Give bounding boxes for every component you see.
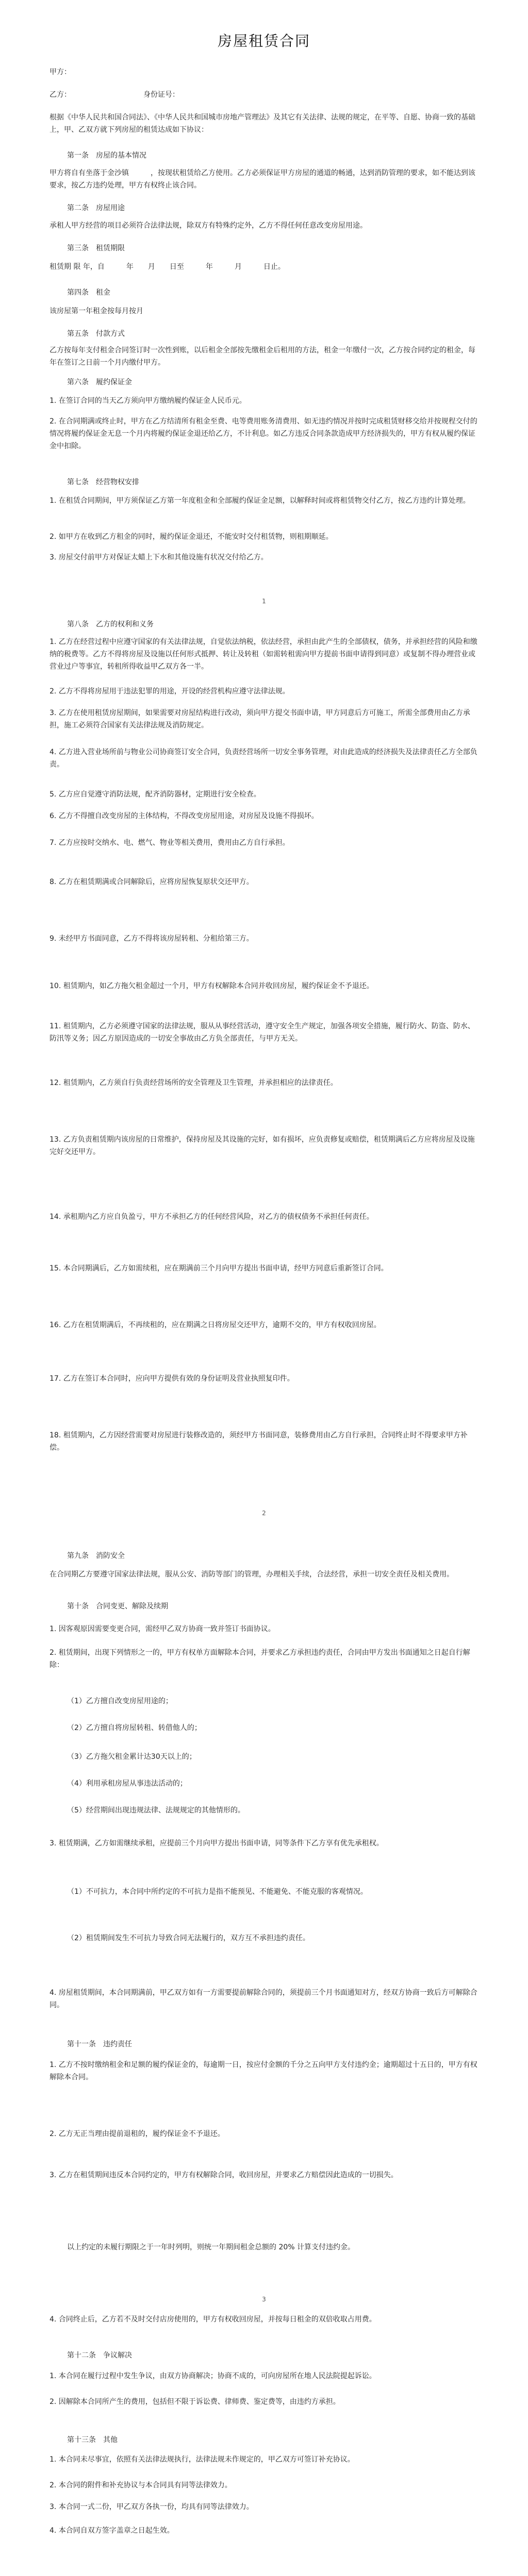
article-10-subitem: （5）经营期间出现违规法律、法规规定的其他情形的。	[67, 1806, 245, 1815]
article-10-subitem: （2）乙方擅自将房屋转租、转借他人的；	[67, 1724, 202, 1732]
article-11-tail: 以上约定的未履行期限之于一年时列明，则统一年期间租金总额的 20% 计算支付违约金。	[67, 2243, 355, 2251]
article-7-item: 1. 在租赁合同期间，甲方须保证乙方第一年度租金和全部履约保证金足额，以解释时间或将租赁物交付乙方，按乙方违约计算处理。	[50, 497, 470, 505]
article-8-item: 5. 乙方应自觉遵守消防法规，配齐消防器材，定期进行安全检查。	[50, 790, 261, 799]
article-1-body: 甲方将自有坐落于金沙镇 ，按现状租赁给乙方使用。乙方必须保证甲方房屋的通道的畅通，达到消防管理的要求，如不能达到该要求，按乙方违约处理，甲方有权终止该合同。	[50, 169, 475, 190]
article-8-item: 4. 乙方进入营业场所前与物业公司协商签订安全合同，负责经营场所一切安全事务管理，对由此造成的经济损失及法律责任乙方全部负责。	[50, 748, 477, 769]
article-8-item: 16. 乙方在租赁期满后，不再续租的，应在期满之日将房屋交还甲方，逾期不交的，甲方有权收回房屋。	[50, 1321, 381, 1329]
article-10-subitem: （4）利用承租房屋从事违法活动的；	[67, 1780, 187, 1788]
article-12-item: 2. 因解除本合同所产生的费用，包括但不限于诉讼费、律师费、鉴定费等，由违约方承担。	[50, 2398, 340, 2406]
article-8-item: 3. 乙方在使用租赁房屋期间，如果需要对房屋结构进行改动，须向甲方提交书面申请，甲方同意后方可施工，所需全部费用由乙方承担，施工必须符合国家有关法律法规及消防规定。	[50, 709, 470, 730]
article-10-item: 3. 租赁期满，乙方如需继续承租，应提前三个月向甲方提出书面申请，同等条件下乙方享有优先承租权。	[50, 1839, 384, 1848]
article-8-title: 第八条 乙方的权利和义务	[67, 620, 154, 629]
article-10-item: 1. 因客观原因需要变更合同，需经甲乙双方协商一致并签订书面协议。	[50, 1625, 275, 1633]
article-13-item: 1. 本合同未尽事宜，依照有关法律法规执行，法律法规未作规定的，甲乙双方可签订补充协议。	[50, 2455, 355, 2464]
article-7-item: 3. 房屋交付前甲方对保证太蜡上下水和其他设施有状况交付给乙方。	[50, 553, 268, 562]
article-8-item: 15. 本合同期满后，乙方如需续租，应在期满前三个月向甲方提出书面申请，经甲方同意后重新签订合同。	[50, 1264, 388, 1273]
article-7-item: 2. 如甲方在收到乙方租金的同时，履约保证金退还，不能安时交付租赁物，则租期顺延。	[50, 533, 333, 541]
article-8-item: 6. 乙方不得擅自改变房屋的主体结构，不得改变房屋用途，对房屋及设施不得损坏。	[50, 812, 319, 820]
article-3-body: 租赁期 限 年，自 年 月 日至 年 月 日止。	[50, 263, 285, 271]
article-10-item: 2. 租赁期间，出现下列情形之一的，甲方有权单方面解除本合同，并要求乙方承担违约责任，合同由甲方发出书面通知之日起自行解除：	[50, 1649, 470, 1669]
article-8-item: 9. 未经甲方书面同意，乙方不得将该房屋转租、分租给第三方。	[50, 935, 254, 943]
article-4-body: 该房屋第一年租金按每月按月	[50, 307, 143, 315]
preamble: 根据《中华人民共和国合同法》、《中华人民共和国城市房地产管理法》及其它有关法律、法规的规定，在平等、自愿、协商一致的基础上，甲、乙双方就下列房屋的租赁达成如下协议：	[50, 113, 475, 134]
article-8-item: 7. 乙方应按时交纳水、电、燃气、物业等相关费用，费用由乙方自行承担。	[50, 839, 290, 847]
article-8-item: 12. 租赁期内，乙方须自行负责经营场所的安全管理及卫生管理，并承担相应的法律责任。	[50, 1079, 338, 1087]
article-6-title: 第六条 履约保证金	[67, 378, 132, 386]
article-1-title: 第一条 房屋的基本情况	[67, 151, 146, 160]
article-13-item: 2. 本合同的附件和补充协议与本合同具有同等法律效力。	[50, 2481, 232, 2489]
article-8-item: 13. 乙方负责租赁期内该房屋的日常维护，保持房屋及其设施的完好，如有损坏，应负责修复或赔偿，租赁期满后乙方应将房屋及设施完好交还甲方。	[50, 1136, 475, 1156]
article-8-item: 14. 承租期内乙方应自负盈亏，甲方不承担乙方的任何经营风险，对乙方的债权债务不承担任何责任。	[50, 1213, 374, 1221]
article-5-body: 乙方按每年支付租金合同签订时一次性到账，以后租金全部按先缴租金后租用的方法，租金一年缴付一次，乙方按合同约定的租金，每年在签订之日前一个月内缴付甲方。	[50, 346, 475, 367]
article-13-item: 3. 本合同一式二份，甲乙双方各执一份，均具有同等法律效力。	[50, 2503, 254, 2511]
article-11-title: 第十一条 违约责任	[67, 2040, 132, 2048]
article-8-item: 8. 乙方在租赁期满或合同解除后，应将房屋恢复原状交还甲方。	[50, 878, 254, 886]
article-2-body: 承租人甲方经营的项目必须符合法律法规，除双方有特殊约定外，乙方不得任何任意改变房屋用途。	[50, 222, 367, 230]
article-10-subitem: （2）租赁期间发生不可抗力导致合同无法履行的，双方互不承担违约责任。	[67, 1934, 310, 1942]
article-5-title: 第五条 付款方式	[67, 330, 125, 338]
article-8-item: 1. 乙方在经营过程中应遵守国家的有关法律法规，自觉依法纳税，依法经营，承担由此产生的全部债权，债务，并承担经营的风险和缴纳的税费等。乙方不得将房屋及设施以任何形式抵押、转让及转租（如需转租需向甲方提前书面申请得到同意）或复制不得办理营业或营业过户等事宜，转租所得收益甲乙双方各一半。	[50, 638, 477, 671]
article-11-item: 1. 乙方不按时缴纳租金和足额的履约保证金的，每逾期一日，按应付金额的千分之五向甲方支付违约金；逾期超过十五日的，甲方有权解除本合同。	[50, 2061, 477, 2081]
article-4-title: 第四条 租金	[67, 289, 110, 297]
article-9-title: 第九条 消防安全	[67, 1552, 125, 1560]
page-number: 3	[262, 2296, 266, 2303]
article-12-title: 第十二条 争议解决	[67, 2351, 132, 2360]
article-6-item: 1. 在签订合同的当天乙方须向甲方缴纳履约保证金人民币元。	[50, 397, 246, 405]
article-10-title: 第十条 合同变更、解除及续期	[67, 1602, 168, 1611]
article-12-item: 1. 本合同在履行过程中发生争议，由双方协商解决；协商不成的，可向房屋所在地人民法院提起诉讼。	[50, 2372, 376, 2380]
article-9-body: 在合同期乙方要遵守国家法律法规，服从公安、消防等部门的管理，办理相关手续，合法经营，承担一切安全责任及相关费用。	[50, 1570, 454, 1579]
id-number-label: 身份证号：	[143, 91, 179, 99]
article-11-item: 3. 乙方在租赁期间违反本合同约定的，甲方有权解除合同，收回房屋，并要求乙方赔偿因此造成的一切损失。	[50, 2171, 398, 2179]
article-8-item: 2. 乙方不得将房屋用于违法犯罪的用途，开设的经营机构应遵守法律法规。	[50, 687, 290, 696]
article-11-item: 4. 合同终止后，乙方若不及时交付店房使用的，甲方有权收回房屋，并按每日租金的双倍收取占用费。	[50, 2315, 376, 2324]
page-number: 1	[262, 598, 266, 605]
article-10-subitem: （1）不可抗力，本合同中所约定的不可抗力是指不能预见、不能避免、不能克服的客观情况。	[67, 1888, 368, 1896]
article-2-title: 第二条 房屋用途	[67, 204, 125, 212]
page-number: 2	[262, 1510, 266, 1517]
article-8-item: 11. 租赁期内，乙方必须遵守国家的法律法规，服从从事经营活动，遵守安全生产规定，加强各项安全措施，履行防火、防盗、防水、防汛等义务；因乙方原因造成的一切安全事故由乙方负全部责任，与甲方无关。	[50, 1022, 475, 1043]
article-10-tail: 4. 房屋租赁期间，本合同期满前，甲乙双方如有一方需要提前解除合同的，须提前三个月书面通知对方，经双方协商一致后方可解除合同。	[50, 1989, 477, 2009]
article-10-subitem: （3）乙方拖欠租金累计达30天以上的；	[67, 1753, 196, 1761]
article-11-item: 2. 乙方无正当理由提前退租的，履约保证金不予退还。	[50, 2130, 225, 2138]
article-8-item: 10. 租赁期内，如乙方拖欠租金超过一个月，甲方有权解除本合同并收回房屋，履约保证金不予退还。	[50, 982, 374, 990]
article-6-item: 2. 在合同期满或终止时，甲方在乙方结清所有租金至费、电等费用账务清费用、如无违约情况并按时完成租赁财移交给并按规程交付的情况将履约保证金无息一个月内将履约保证金退还给乙方，不计利息。如乙方违反合同条款造成甲方经济损失的，甲方有权从履约保证金中扣除。	[50, 417, 477, 450]
party-a-line: 甲方：	[50, 68, 71, 76]
article-3-title: 第三条 租赁期限	[67, 244, 125, 252]
article-13-item: 4. 本合同自双方签字盖章之日起生效。	[50, 2527, 174, 2535]
article-7-title: 第七条 经营物权安排	[67, 478, 139, 486]
party-b-line	[50, 89, 179, 101]
party-b-label: 乙方：	[50, 91, 71, 99]
article-8-item: 17. 乙方在签订本合同时，应向甲方提供有效的身份证明及营业执照复印件。	[50, 1375, 294, 1383]
article-8-item: 18. 租赁期内，乙方因经营需要对房屋进行装修改造的，须经甲方书面同意，装修费用由乙方自行承担，合同终止时不得要求甲方补偿。	[50, 1431, 468, 1452]
document-title: 房屋租赁合同	[217, 32, 310, 49]
article-10-subitem: （1）乙方擅自改变房屋用途的；	[67, 1697, 173, 1705]
article-13-title: 第十三条 其他	[67, 2436, 118, 2444]
